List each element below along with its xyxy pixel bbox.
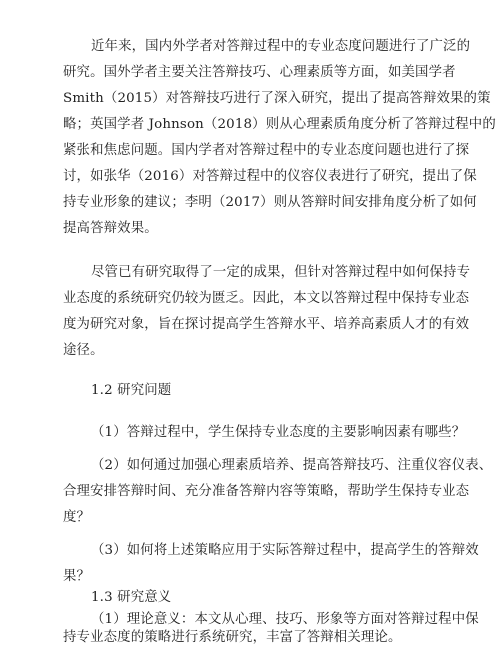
text-line: （3）如何将上述策略应用于实际答辩过程中，提高学生的答辩效: [91, 543, 479, 558]
text-line: 业态度的系统研究仍较为匮乏。因此，本文以答辩过程中保持专业态: [63, 291, 470, 306]
text-line: 度？: [63, 510, 91, 525]
text-line: （1）理论意义：本文从心理、技巧、形象等方面对答辩过程中保: [91, 612, 479, 627]
text-line: 提高答辩效果。: [63, 221, 158, 236]
text-line: 途径。: [63, 343, 104, 358]
section-heading: 1.3 研究意义: [91, 590, 172, 605]
text-line: 度为研究对象，旨在探讨提高学生答辩水平、培养高素质人才的有效: [63, 317, 470, 332]
section-heading: 1.2 研究问题: [91, 383, 172, 398]
text-line: 讨，如张华（2016）对答辩过程中的仪容仪表进行了研究，提出了保: [63, 169, 477, 184]
text-line: 合理安排答辩时间、充分准备答辩内容等策略，帮助学生保持专业态: [63, 484, 470, 499]
text-line: 近年来，国内外学者对答辩过程中的专业态度问题进行了广泛的: [91, 39, 471, 54]
text-line: Smith（2015）对答辩技巧进行了深入研究，提出了提高答辩效果的策: [63, 91, 491, 106]
text-line: 果？: [63, 569, 91, 584]
text-line: 持专业态度的策略进行系统研究，丰富了答辩相关理论。: [63, 630, 402, 645]
text-line: （2）如何通过加强心理素质培养、提高答辩技巧、注重仪容仪表、: [91, 458, 493, 473]
text-line: 尽管已有研究取得了一定的成果，但针对答辩过程中如何保持专: [91, 265, 471, 280]
text-line: 略；英国学者 Johnson（2018）则从心理素质角度分析了答辩过程中的: [63, 117, 496, 132]
text-line: 紧张和焦虑问题。国内学者对答辩过程中的专业态度问题也进行了探: [63, 143, 470, 158]
text-line: 持专业形象的建议；李明（2017）则从答辩时间安排角度分析了如何: [63, 195, 477, 210]
text-line: （1）答辩过程中，学生保持专业态度的主要影响因素有哪些？: [91, 425, 466, 440]
text-line: 研究。国外学者主要关注答辩技巧、心理素质等方面，如美国学者: [63, 65, 456, 80]
